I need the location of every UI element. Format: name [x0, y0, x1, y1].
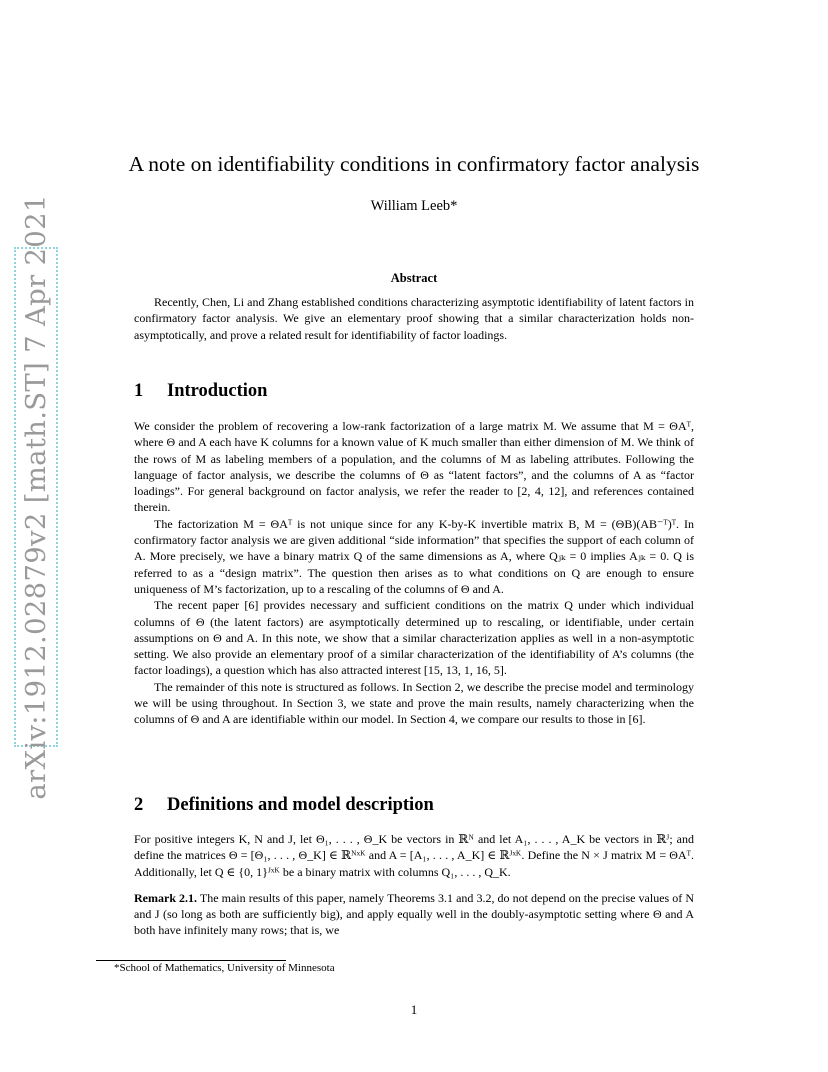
paragraph: The recent paper [6] provides necessary and sufficient conditions on the matrix Q under which individual columns of Θ (the latent factors) are asymptotically determined up to rescaling, or identifiable, under certain assumptions on Θ and A. In this note, we show that a similar characterization applies as well in a non-asymptotic setting. We also provide an elementary proof of a similar characterization of the identifiability of A’s columns (the factor loadings), a question which has also attracted interest [15, 13, 1, 16, 5]. — [134, 598, 694, 678]
paragraph: The remainder of this note is structured as follows. In Section 2, we describe the precise model and terminology we will be using throughout. In Section 3, we state and prove the main results, namely characterizing when the columns of Θ and A are identifiable within our model. In Section 4, we compare our results to those in [6]. — [134, 679, 694, 727]
remark-label: Remark 2.1. — [134, 890, 198, 905]
page-number: 1 — [410, 1002, 418, 1017]
paragraph: For positive integers K, N and J, let Θ₁, . . . , Θ_K be vectors in ℝᴺ and let A₁, . . . , A_K be vectors in ℝᴶ; and define the matrices Θ = [Θ₁, . . . , Θ_K] ∈ ℝᴺˣᴷ and A = [A₁, . . . , A_K] ∈ ℝᴶˣᴷ. Define the N × J matrix M = ΘAᵀ. Additionally, let Q ∈ {0, 1}ᴶˣᴷ be a binary matrix with columns Q₁, . . . , Q_K. — [134, 832, 694, 879]
section-2-heading — [134, 795, 434, 816]
section-title: Introduction — [167, 381, 268, 401]
footnote-rule — [96, 960, 286, 961]
section-title: Definitions and model description — [167, 795, 434, 815]
abstract-heading: Abstract — [390, 271, 438, 285]
paper-title: A note on identifiability conditions in confirmatory factor analysis — [128, 152, 700, 176]
paragraph: We consider the problem of recovering a low-rank factorization of a large matrix M. We assume that M = ΘAᵀ, where Θ and A each have K columns for a known value of K much smaller than either dimension of M. We think of the rows of M as labeling members of a population, and the columns of M as labeling attributes. Following the language of factor analysis, we describe the columns of Θ as “latent factors”, and the columns of A as “factor loadings”. For general background on factor analysis, we refer the reader to [2, 4, 12], and references contained therein. — [134, 419, 694, 515]
section-number: 2 — [134, 795, 144, 815]
paper-author: William Leeb* — [370, 198, 458, 214]
remark-text: The main results of this paper, namely Theorems 3.1 and 3.2, do not depend on the precise values of N and J (so long as both are sufficiently big), and apply equally well in the doubly-asymptotic setting where Θ and A both have infinitely many rows; that is, we — [134, 890, 694, 938]
section-number: 1 — [134, 381, 144, 401]
abstract-text: Recently, Chen, Li and Zhang established conditions characterizing asymptotic identifiability of latent factors in confirmatory factor analysis. We give an elementary proof showing that a similar characterization holds non-asymptotically, and prove a related result for identifiability of factor loadings. — [134, 295, 694, 342]
arxiv-identifier: arXiv:1912.02879v2 [math.ST] 7 Apr 2021 — [20, 194, 52, 800]
remark-paragraph — [134, 890, 694, 939]
section-1-heading — [134, 381, 267, 402]
footnote: *School of Mathematics, University of Minnesota — [114, 962, 335, 974]
paragraph: The factorization M = ΘAᵀ is not unique since for any K-by-K invertible matrix B, M = (ΘB)(AB⁻ᵀ)ᵀ. In confirmatory factor analysis we are given additional “side information” that specifies the support of each column of A. More precisely, we have a binary matrix Q of the same dimensions as A, where Qⱼₖ = 0 implies Aⱼₖ = 0. Q is referred to as a “design matrix”. The question then arises as to what conditions on Q are enough to ensure uniqueness of M’s factorization, up to a rescaling of the columns of Θ and A. — [134, 516, 694, 596]
section-2-body — [134, 831, 694, 939]
section-1-body — [134, 418, 694, 728]
